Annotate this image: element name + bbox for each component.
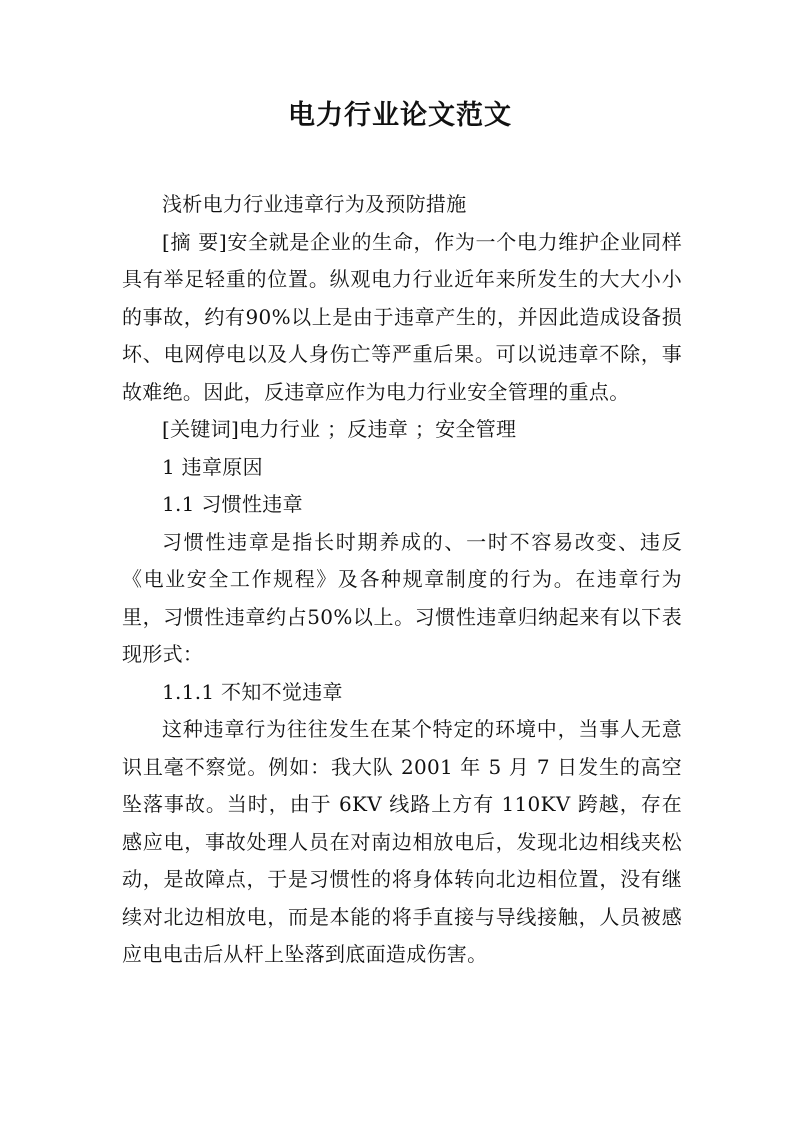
abstract-paragraph: [摘 要]安全就是企业的生命，作为一个电力维护企业同样具有举足轻重的位置。纵观电力行业近年来所发生的大大小小的事故，约有90%以上是由于违章产生的，并因此造成设备损坏、电网停电以及人身伤亡等严重后果。可以说违章不除，事故难绝。因此，反违章应作为电力行业安全管理的重点。 xyxy=(122,229,682,404)
accident-example-paragraph: 这种违章行为往往发生在某个特定的环境中，当事人无意识且毫不察觉。例如：我大队 2001 年 5 月 7 日发生的高空坠落事故。当时，由于 6KV 线路上方有 110KV 跨越，存在感应电，事故处理人员在对南边相放电后，发现北边相线夹松动，是故障点，于是习惯性的将身体转向北边相位置，没有继续对北边相放电，而是本能的将手直接与导线接触，人员被感应电电击后从杆上坠落到底面造成伤害。 xyxy=(122,717,682,966)
habitual-violation-paragraph: 习惯性违章是指长时期养成的、一时不容易改变、违反《电业安全工作规程》及各种规章制度的行为。在违章行为里，习惯性违章约占50%以上。习惯性违章归纳起来有以下表现形式： xyxy=(122,529,682,666)
document-body xyxy=(122,186,682,974)
article-subtitle: 浅析电力行业违章行为及预防措施 xyxy=(162,192,467,216)
section-heading-1: 1 违章原因 xyxy=(162,454,263,479)
section-heading-1-1: 1.1 习惯性违章 xyxy=(162,492,303,516)
document-title: 电力行业论文范文 xyxy=(288,100,512,131)
keywords-paragraph: [关键词]电力行业 ；反违章 ；安全管理 xyxy=(162,417,517,441)
section-heading-1-1-1: 1.1.1 不知不觉违章 xyxy=(162,679,343,704)
